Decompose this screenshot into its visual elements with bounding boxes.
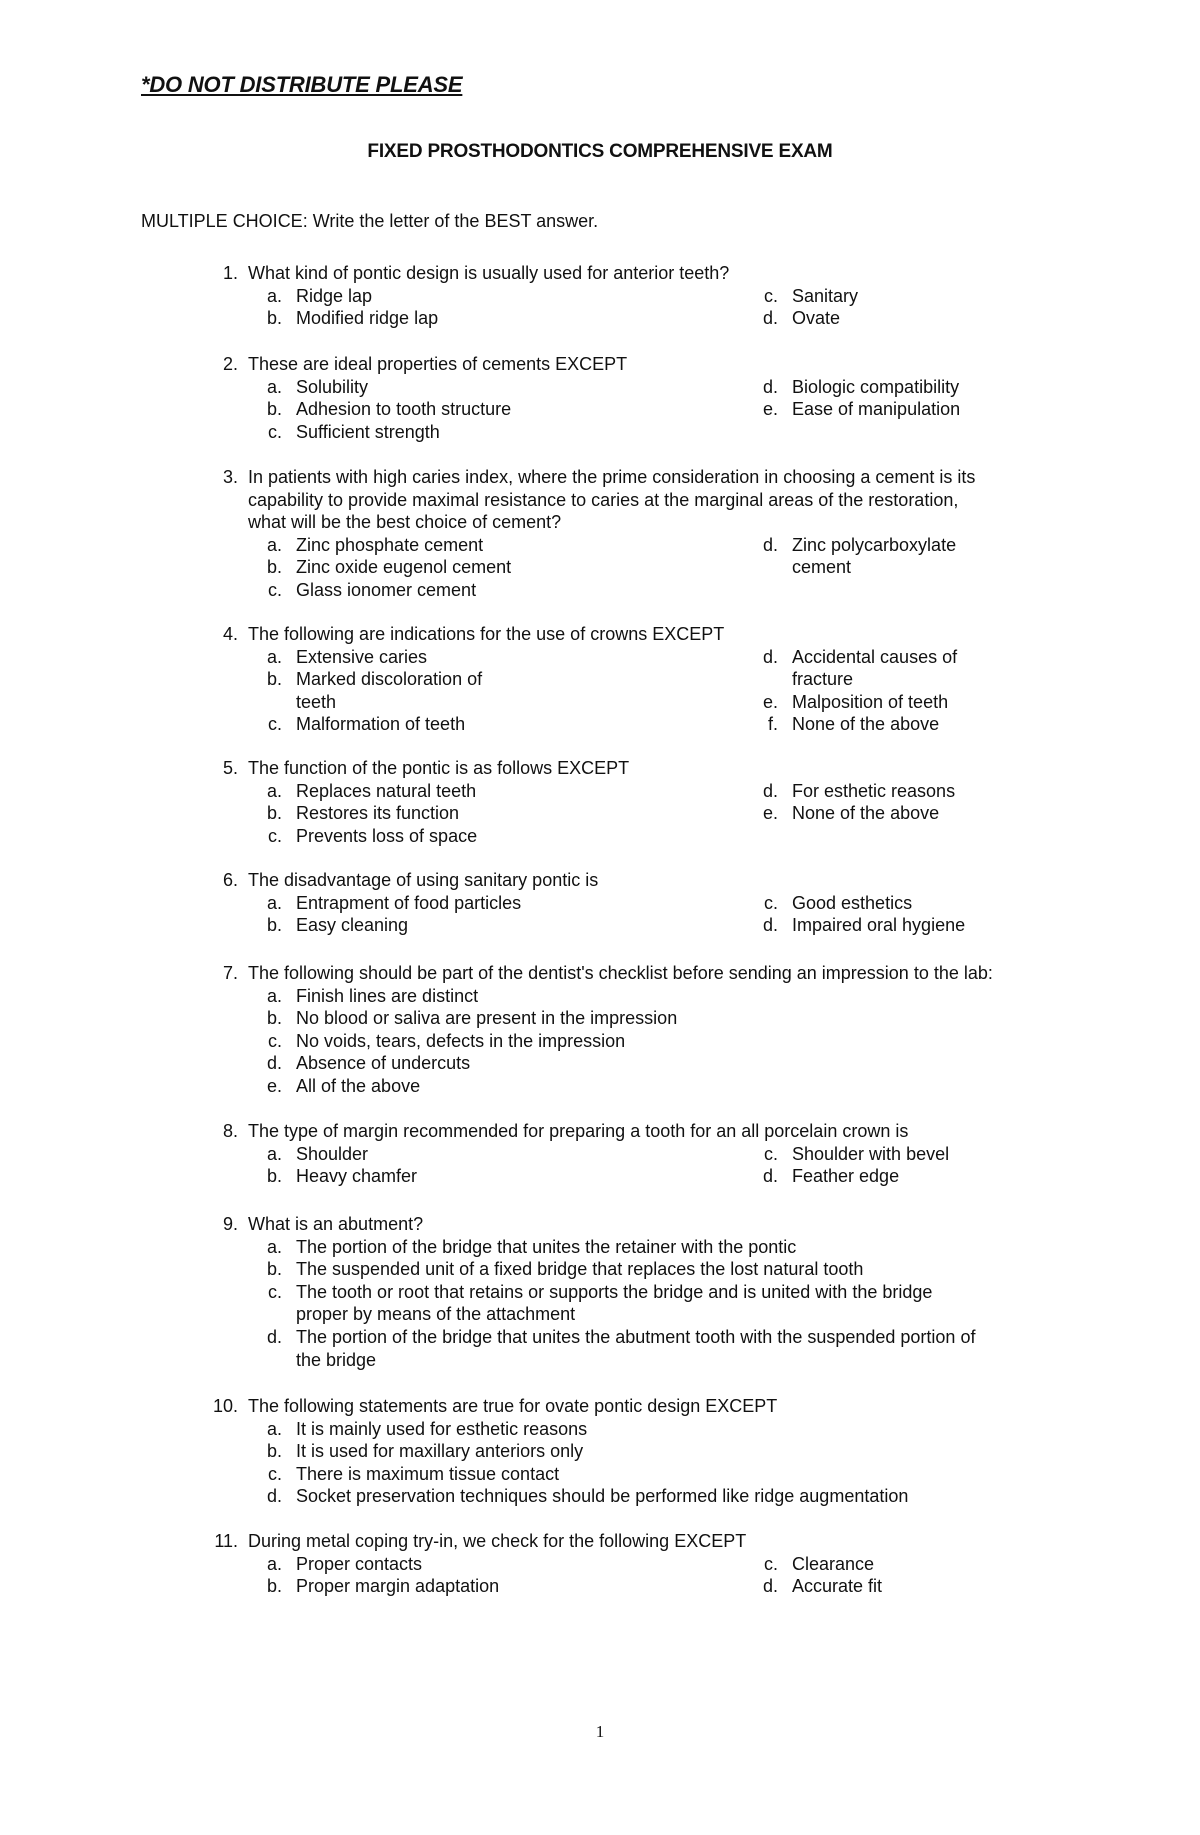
option-letter: c. [763, 892, 778, 913]
option-text: It is used for maxillary anteriors only [296, 1441, 584, 1462]
option-text: No voids, tears, defects in the impression [296, 1030, 626, 1051]
option-letter: b. [266, 1441, 282, 1462]
question-number: 10. [212, 1396, 238, 1416]
question-number: 2. [222, 354, 238, 374]
option-text: proper by means of the attachment [296, 1304, 576, 1325]
option-letter: b. [266, 308, 282, 329]
option-text: Feather edge [792, 1166, 900, 1187]
option-letter: c. [763, 1553, 778, 1574]
question-number: 6. [222, 870, 238, 890]
option-text: Prevents loss of space [296, 825, 478, 846]
option-letter: a. [266, 780, 282, 801]
option-letter: a. [266, 1553, 282, 1574]
option-text: Ridge lap [296, 285, 373, 306]
option-text: Clearance [792, 1553, 875, 1574]
option-text: Shoulder with bevel [792, 1143, 950, 1164]
option-letter: b. [266, 915, 282, 936]
option-text: Proper margin adaptation [296, 1576, 500, 1597]
option-letter: b. [266, 1008, 282, 1029]
option-letter: d. [762, 1576, 778, 1597]
option-letter: b. [266, 803, 282, 824]
question-stem: These are ideal properties of cements EXCEPT [248, 354, 628, 374]
option-letter: d. [266, 1053, 282, 1074]
option-text: There is maximum tissue contact [296, 1463, 560, 1484]
option-letter: d. [762, 308, 778, 329]
option-text: Socket preservation techniques should be performed like ridge augmentation [296, 1486, 909, 1507]
option-text: teeth [296, 691, 337, 712]
option-letter: b. [266, 399, 282, 420]
option-text: Finish lines are distinct [296, 985, 479, 1006]
option-letter: c. [267, 714, 282, 735]
question-stem: what will be the best choice of cement? [248, 512, 562, 533]
option-text: Easy cleaning [296, 915, 409, 936]
option-text: Shoulder [296, 1143, 369, 1164]
instructions: MULTIPLE CHOICE: Write the letter of the BEST answer. [141, 211, 599, 231]
option-letter: c. [267, 421, 282, 442]
option-text: cement [792, 557, 852, 578]
option-text: Impaired oral hygiene [792, 915, 966, 936]
option-letter: a. [266, 534, 282, 555]
option-text: Modified ridge lap [296, 308, 439, 329]
option-text: Restores its function [296, 803, 460, 824]
option-text: Solubility [296, 376, 369, 397]
option-text: None of the above [792, 803, 940, 824]
option-letter: c. [763, 1143, 778, 1164]
option-text: The tooth or root that retains or supports the bridge and is united with the bridge [296, 1281, 933, 1302]
option-text: Good esthetics [792, 892, 913, 913]
option-text: Absence of undercuts [296, 1053, 471, 1074]
option-letter: c. [267, 1281, 282, 1302]
option-text: Zinc oxide eugenol cement [296, 557, 512, 578]
option-text: Extensive caries [296, 646, 428, 667]
distribution-notice: *DO NOT DISTRIBUTE PLEASE [141, 72, 463, 97]
question-number: 7. [222, 963, 238, 983]
option-text: Ease of manipulation [792, 399, 961, 420]
option-letter: b. [266, 1576, 282, 1597]
question-number: 11. [214, 1531, 238, 1551]
option-letter: a. [266, 376, 282, 397]
question-number: 9. [222, 1214, 238, 1234]
option-text: None of the above [792, 714, 940, 735]
option-text: Replaces natural teeth [296, 780, 477, 801]
question-stem: The type of margin recommended for preparing a tooth for an all porcelain crown is [248, 1121, 909, 1141]
option-text: Malformation of teeth [296, 714, 466, 735]
option-text: The portion of the bridge that unites the retainer with the pontic [296, 1236, 797, 1257]
option-text: Zinc polycarboxylate [792, 534, 957, 555]
option-letter: c. [267, 825, 282, 846]
option-text: The portion of the bridge that unites the abutment tooth with the suspended portion of [296, 1327, 976, 1347]
option-letter: f. [767, 714, 778, 735]
option-letter: c. [267, 1030, 282, 1051]
question-stem: The following statements are true for ovate pontic design EXCEPT [248, 1396, 778, 1416]
option-letter: e. [762, 399, 778, 420]
option-text: Proper contacts [296, 1553, 423, 1574]
option-letter: d. [266, 1486, 282, 1507]
option-text: Sufficient strength [296, 421, 440, 442]
question-stem: What is an abutment? [248, 1214, 424, 1234]
option-letter: b. [266, 669, 282, 690]
option-letter: b. [266, 1259, 282, 1280]
option-letter: b. [266, 1166, 282, 1187]
option-text: Sanitary [792, 285, 859, 306]
question-number: 1. [222, 263, 238, 283]
question-stem: What kind of pontic design is usually used for anterior teeth? [248, 263, 730, 283]
question-stem: The disadvantage of using sanitary pontic is [248, 870, 599, 890]
option-letter: d. [762, 646, 778, 667]
option-text: fracture [792, 669, 854, 690]
option-letter: d. [266, 1327, 282, 1347]
option-text: No blood or saliva are present in the impression [296, 1008, 678, 1029]
question-number: 5. [222, 758, 238, 778]
option-text: The suspended unit of a fixed bridge that replaces the lost natural tooth [296, 1259, 864, 1280]
option-text: Zinc phosphate cement [296, 534, 484, 555]
option-letter: e. [266, 1076, 282, 1096]
option-text: For esthetic reasons [792, 780, 956, 801]
option-text: Biologic compatibility [792, 376, 960, 397]
option-letter: e. [762, 691, 778, 712]
option-letter: d. [762, 1166, 778, 1187]
question-stem: capability to provide maximal resistance to caries at the marginal areas of the restoration, [248, 489, 959, 510]
option-letter: a. [266, 1418, 282, 1439]
question-number: 8. [222, 1121, 238, 1141]
option-letter: d. [762, 376, 778, 397]
option-letter: d. [762, 915, 778, 936]
option-text: Heavy chamfer [296, 1166, 418, 1187]
option-letter: d. [762, 780, 778, 801]
exam-title: FIXED PROSTHODONTICS COMPREHENSIVE EXAM [367, 141, 833, 162]
question-number: 3. [222, 467, 238, 487]
option-letter: b. [266, 557, 282, 578]
option-letter: a. [266, 646, 282, 667]
option-text: the bridge [296, 1349, 377, 1370]
option-letter: a. [266, 285, 282, 306]
option-text: Malposition of teeth [792, 691, 949, 712]
option-text: Accurate fit [792, 1576, 883, 1597]
option-text: Ovate [792, 308, 841, 329]
option-letter: a. [266, 1236, 282, 1257]
option-letter: a. [266, 892, 282, 913]
question-stem: The following should be part of the dentist's checklist before sending an impression to the lab: [248, 963, 993, 983]
question-stem: In patients with high caries index, where the prime consideration in choosing a cement is its [248, 467, 976, 487]
question-stem: The following are indications for the use of crowns EXCEPT [248, 624, 725, 644]
option-letter: e. [762, 803, 778, 824]
question-stem: During metal coping try-in, we check for the following EXCEPT [248, 1531, 747, 1551]
option-text: Marked discoloration of [296, 669, 483, 690]
option-text: All of the above [296, 1076, 421, 1096]
option-text: Accidental causes of [792, 646, 958, 667]
option-text: Entrapment of food particles [296, 892, 522, 913]
question-stem: The function of the pontic is as follows EXCEPT [248, 758, 630, 778]
page-number: 1 [595, 1722, 605, 1741]
option-letter: c. [267, 580, 282, 600]
option-letter: a. [266, 1143, 282, 1164]
option-letter: c. [763, 285, 778, 306]
option-text: Glass ionomer cement [296, 580, 477, 600]
option-text: It is mainly used for esthetic reasons [296, 1418, 588, 1439]
option-letter: c. [267, 1463, 282, 1484]
option-text: Adhesion to tooth structure [296, 399, 512, 420]
option-letter: d. [762, 534, 778, 555]
option-letter: a. [266, 985, 282, 1006]
question-number: 4. [222, 624, 238, 644]
